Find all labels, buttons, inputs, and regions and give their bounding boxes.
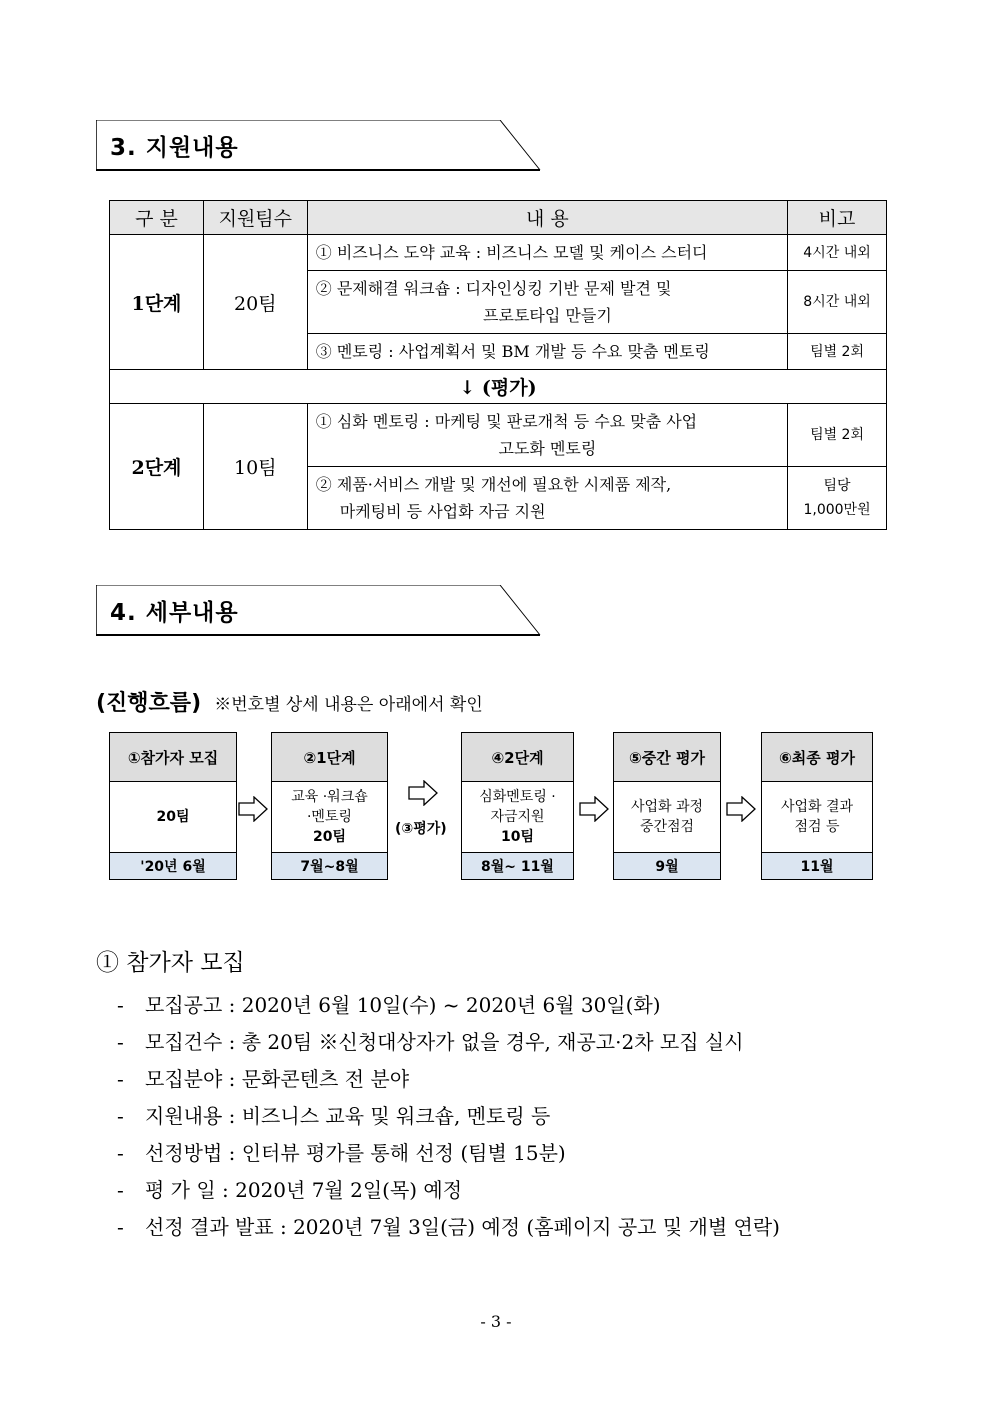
flow-step-body — [762, 782, 872, 852]
flow-step-body-line: ·멘토링 — [306, 809, 353, 825]
list-item-text: 모집공고 : 2020년 6월 10일(수) ~ 2020년 6월 30일(화) — [145, 993, 661, 1017]
flow-step-body-line: 사업화 결과 — [780, 799, 854, 815]
section-title-text: 3. 지원내용 — [110, 135, 239, 161]
arrow-right-icon — [579, 796, 609, 822]
flow-step-body-line: 사업화 과정 — [630, 799, 704, 815]
table-row — [110, 404, 887, 467]
stage-1-name: 1단계 — [110, 235, 204, 370]
list-item: - 평 가 일 : 2020년 7월 2일(목) 예정 — [117, 1178, 463, 1202]
header-note: 비고 — [788, 201, 887, 235]
note-line: 팀당 — [823, 478, 851, 494]
arrow-right-icon — [238, 796, 268, 822]
header-teams: 지원팀수 — [203, 201, 307, 235]
list-item: - 모집건수 : 총 20팀 ※신청대상자가 없을 경우, 재공고·2차 모집 실시 — [117, 1030, 744, 1054]
flow-step-body — [462, 782, 573, 852]
list-item-text: 지원내용 : 비즈니스 교육 및 워크숍, 멘토링 등 — [145, 1104, 551, 1128]
list-item-text: 선정 결과 발표 : 2020년 7월 3일(금) 예정 (홈페이지 공고 및 개별 연락) — [145, 1215, 780, 1239]
stage-1-content-1: ① 비즈니스 도약 교육 : 비즈니스 모델 및 케이스 스터디 — [307, 235, 787, 271]
list-item: - 모집공고 : 2020년 6월 10일(수) ~ 2020년 6월 30일(화) — [117, 993, 661, 1017]
list-item: - 모집분야 : 문화콘텐츠 전 분야 — [117, 1067, 410, 1091]
stage-1-note-2: 8시간 내외 — [788, 271, 887, 334]
page-number: - 3 - — [480, 1312, 512, 1331]
list-item: - 선정방법 : 인터뷰 평가를 통해 선정 (팀별 15분) — [117, 1141, 566, 1165]
flow-step-mid-evaluation — [613, 732, 721, 880]
stage-2-content-1 — [307, 404, 787, 467]
table-row — [110, 370, 887, 404]
evaluation-row: ↓ (평가) — [110, 370, 887, 404]
content-line: ① 심화 멘토링 : 마케팅 및 판로개척 등 수요 맞춤 사업 — [315, 412, 698, 431]
header-category: 구 분 — [110, 201, 204, 235]
stage-1-content-2 — [307, 271, 787, 334]
arrow-right-icon — [726, 796, 756, 822]
content-line: 고도화 멘토링 — [498, 439, 597, 458]
flow-step-body-line: 20팀 — [156, 809, 190, 825]
header-content: 내 용 — [307, 201, 787, 235]
flow-step-stage-1 — [271, 732, 388, 880]
flow-step-recruit — [109, 732, 237, 880]
list-item-text: 평 가 일 : 2020년 7월 2일(목) 예정 — [145, 1178, 463, 1202]
section-3-heading — [96, 120, 540, 170]
section-4-heading — [96, 585, 540, 635]
stage-2-note-1: 팀별 2회 — [788, 404, 887, 467]
stage-2-name: 2단계 — [110, 404, 204, 530]
table-row — [110, 235, 887, 271]
flow-step-body-line: 심화멘토링 · — [479, 789, 556, 805]
content-line: 마케팅비 등 사업화 자금 지원 — [339, 502, 546, 521]
flow-step-body-line: 교육 ·워크숍 — [291, 789, 368, 805]
stage-1-note-1: 4시간 내외 — [788, 235, 887, 271]
flow-step-period: 11월 — [762, 852, 872, 879]
flow-step-body-line: 중간점검 — [639, 819, 695, 835]
stage-1-note-3: 팀별 2회 — [788, 334, 887, 370]
flow-step-body-line: 20팀 — [312, 829, 346, 845]
content-line: ② 문제해결 워크숍 : 디자인싱킹 기반 문제 발견 및 — [315, 279, 672, 298]
recruit-title: ① 참가자 모집 — [96, 950, 245, 976]
flow-step-title: ①참가자 모집 — [110, 733, 236, 782]
flow-heading-label: (진행흐름) — [96, 691, 202, 716]
flow-step-period: 7월~8월 — [272, 852, 387, 879]
flow-step-body-line: 자금지원 — [490, 809, 545, 825]
flow-step-stage-2 — [461, 732, 574, 880]
flow-step-period: 8월~ 11월 — [462, 852, 573, 879]
flow-step-body — [272, 782, 387, 852]
content-line: 프로토타입 만들기 — [483, 306, 612, 325]
support-table — [109, 200, 887, 530]
flow-note: ※번호별 상세 내용은 아래에서 확인 — [214, 695, 483, 715]
flow-step-body — [110, 782, 236, 852]
flow-step-title: ⑤중간 평가 — [614, 733, 720, 782]
list-item-text: 선정방법 : 인터뷰 평가를 통해 선정 (팀별 15분) — [145, 1141, 566, 1165]
section-title-text: 4. 세부내용 — [110, 600, 239, 626]
list-item-text: 모집분야 : 문화콘텐츠 전 분야 — [145, 1067, 410, 1091]
list-item: - 선정 결과 발표 : 2020년 7월 3일(금) 예정 (홈페이지 공고 및 개별 연락) — [117, 1215, 780, 1239]
list-item: - 지원내용 : 비즈니스 교육 및 워크숍, 멘토링 등 — [117, 1104, 551, 1128]
flow-step-final-evaluation — [761, 732, 873, 880]
flow-evaluation-label: (③평가) — [395, 821, 447, 837]
stage-2-teams: 10팀 — [203, 404, 307, 530]
stage-1-content-3: ③ 멘토링 : 사업계획서 및 BM 개발 등 수요 맞춤 멘토링 — [307, 334, 787, 370]
flow-step-title: ②1단계 — [272, 733, 387, 782]
flow-step-period: '20년 6월 — [110, 852, 236, 879]
flow-step-title: ⑥최종 평가 — [762, 733, 872, 782]
stage-1-teams: 20팀 — [203, 235, 307, 370]
flow-step-body — [614, 782, 720, 852]
flow-heading — [96, 686, 483, 717]
content-line: ② 제품·서비스 개발 및 개선에 필요한 시제품 제작, — [315, 475, 672, 494]
note-line: 1,000만원 — [803, 502, 871, 518]
table-header-row — [110, 201, 887, 235]
flow-step-title: ④2단계 — [462, 733, 573, 782]
stage-2-content-2 — [307, 467, 787, 530]
arrow-right-icon — [408, 780, 438, 806]
recruit-details-list — [117, 990, 780, 1249]
flow-step-period: 9월 — [614, 852, 720, 879]
flow-step-body-line: 점검 등 — [794, 819, 840, 835]
flow-step-body-line: 10팀 — [500, 829, 534, 845]
list-item-text: 모집건수 : 총 20팀 ※신청대상자가 없을 경우, 재공고·2차 모집 실시 — [145, 1030, 744, 1054]
stage-2-note-2 — [788, 467, 887, 530]
